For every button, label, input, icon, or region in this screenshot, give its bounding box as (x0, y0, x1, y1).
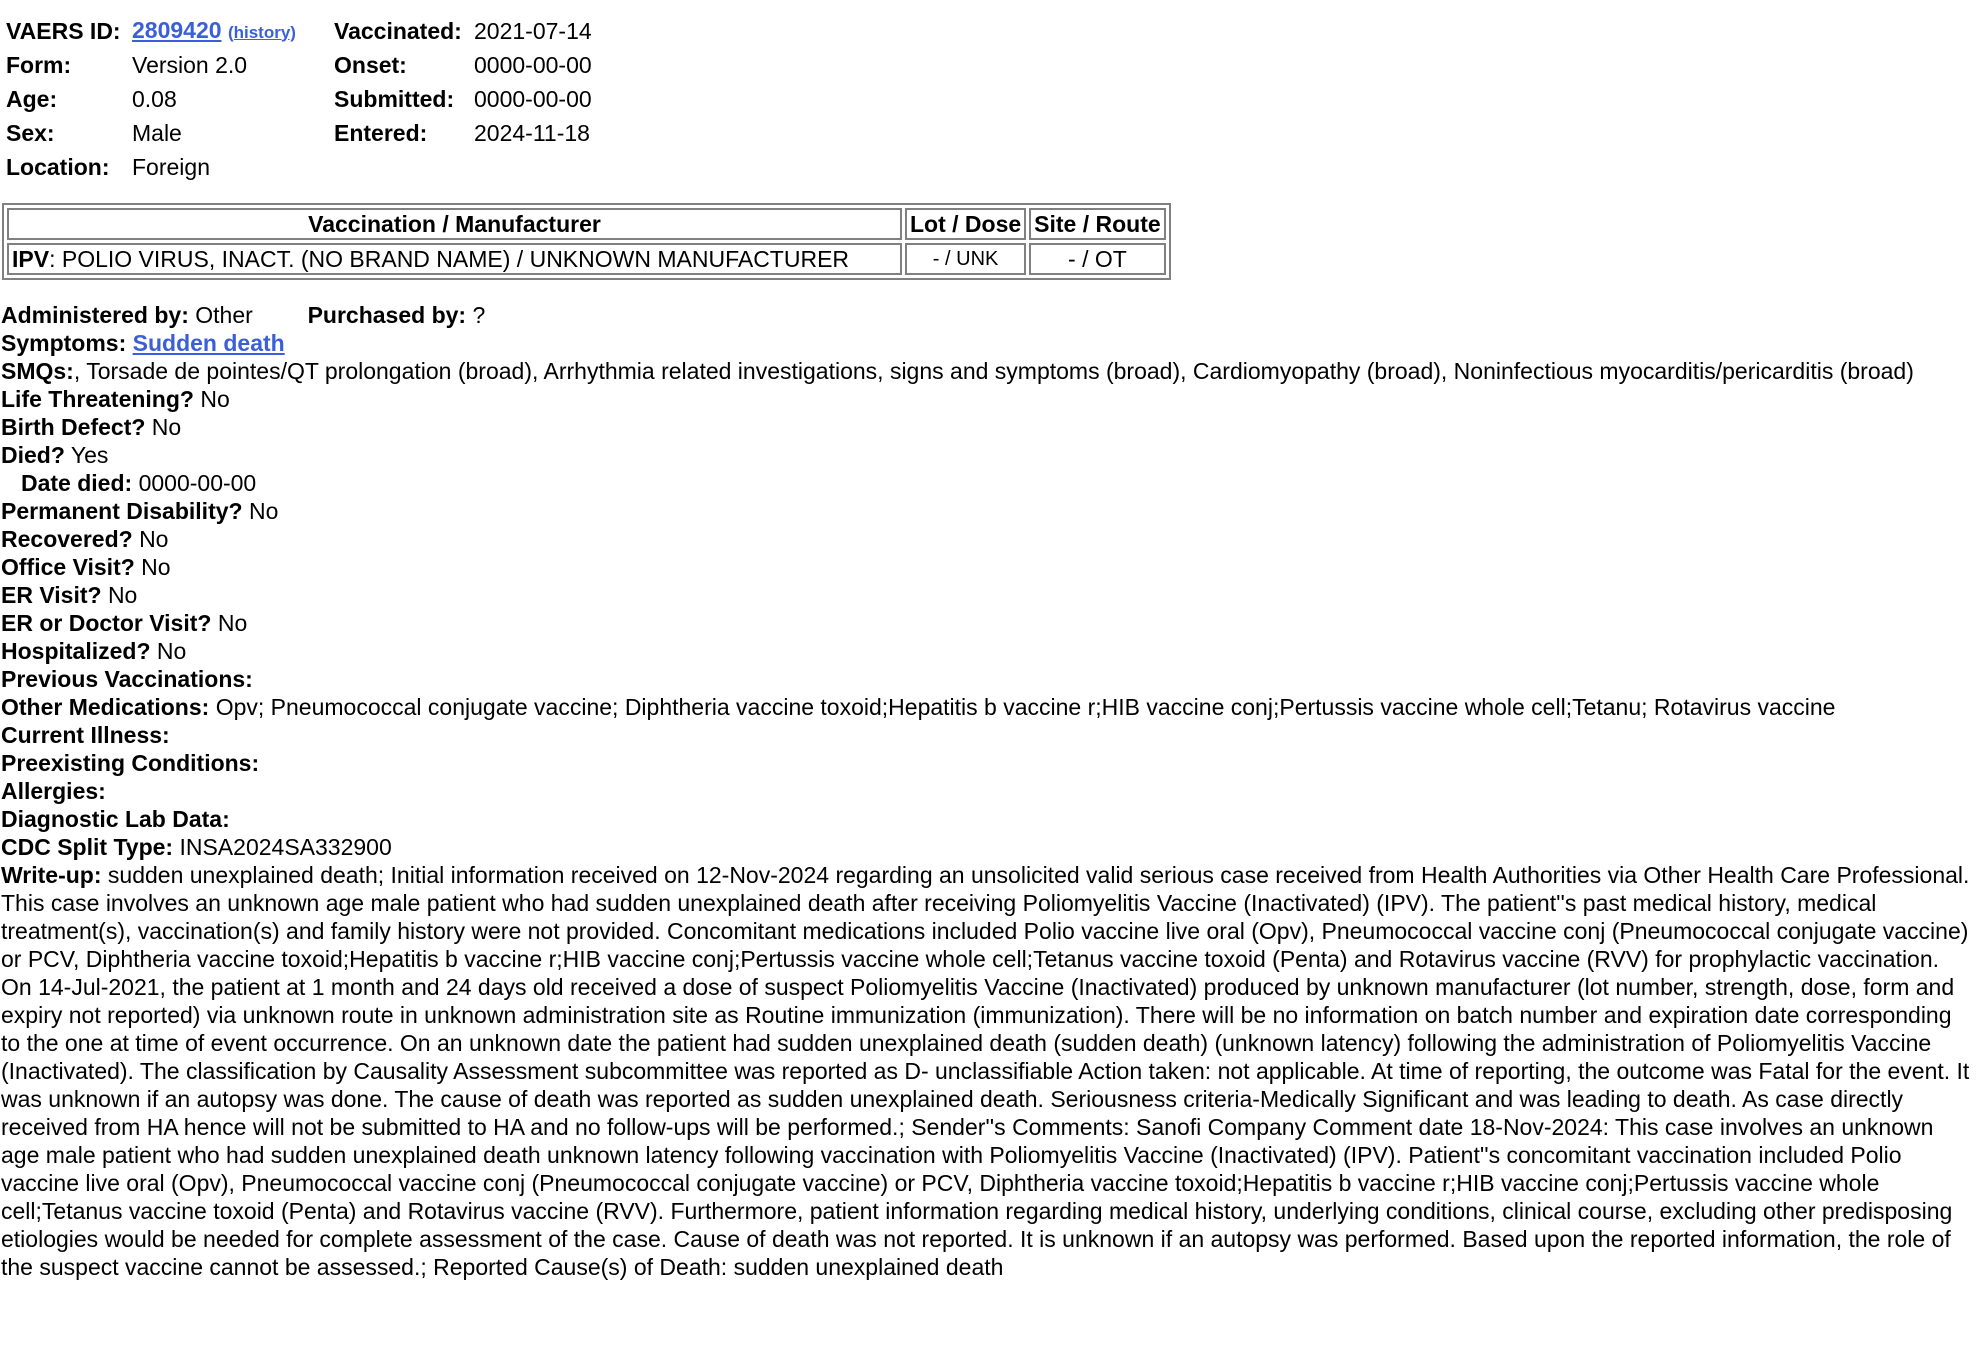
purchased-label: Purchased by: (307, 302, 467, 328)
er-visit-value: No (107, 582, 138, 608)
er-doctor-label: ER or Doctor Visit? (1, 610, 212, 636)
recovered-value: No (139, 526, 169, 552)
vaccine-cell (7, 243, 902, 275)
vaers-id-link[interactable]: 2809420 (132, 16, 222, 43)
vaccinated-label: Vaccinated: (334, 18, 462, 44)
office-visit-row (1, 553, 1971, 581)
other-medications-label: Other Medications: (1, 694, 210, 720)
column-header-vaccination: Vaccination / Manufacturer (7, 208, 902, 240)
vaers-id-cell (130, 14, 332, 48)
died-row (1, 441, 1971, 469)
administered-label: Administered by: (1, 302, 189, 328)
sex-value: Male (132, 120, 182, 146)
onset-value: 0000-00-00 (474, 52, 592, 78)
history-link[interactable]: (history) (227, 22, 296, 42)
column-header-site-route: Site / Route (1029, 208, 1166, 240)
writeup-text: sudden unexplained death; Initial information received on 12-Nov-2024 regarding an unsolicited valid serious case received from Health Authorities via Other Health Care Professional. This case involves an unknown age male patient who had sudden unexplained death after receiving Poliomyelitis Vaccine (Inactivated) (IPV). The patient''s past medical history, medical treatment(s), vaccination(s) and family history were not provided. Concomitant medications included Polio vaccine live oral (Opv), Pneumococcal vaccine conj (Pneumococcal conjugate vaccine) or PCV, Diphtheria vaccine toxoid;Hepatitis b vaccine r;HIB vaccine conj;Pertussis vaccine whole cell;Tetanus vaccine toxoid (Penta) and Rotavirus vaccine (RVV) for prophylactic vaccination. On 14-Jul-2021, the patient at 1 month and 24 days old received a dose of suspect Poliomyelitis Vaccine (Inactivated) produced by unknown manufacturer (lot number, strength, dose, form and expiry not reported) via unknown route in unknown administration site as Routine immunization (immunization). There will be no information on batch number and expiration date corresponding to the one at time of event occurrence. On an unknown date the patient had sudden unexplained death (sudden death) (unknown latency) following the administration of Poliomyelitis Vaccine (Inactivated). The classification by Causality Assessment subcommittee was reported as D- unclassifiable Action taken: not applicable. At time of reporting, the outcome was Fatal for the event. It was unknown if an autopsy was done. The cause of death was reported as sudden unexplained death. Seriousness criteria-Medically Significant and was leading to death. As case directly received from HA hence will not be submitted to HA and no follow-ups will be performed.; Sender''s Comments: Sanofi Company Comment date 18-Nov-2024: This case involves an unknown age male patient who had sudden unexplained death unknown latency following vaccination with Poliomyelitis Vaccine (Inactivated) (IPV). Patient''s concomitant vaccination included Polio vaccine live oral (Opv), Pneumococcal vaccine conj (Pneumococcal conjugate vaccine) or PCV, Diphtheria vaccine toxoid;Hepatitis b vaccine r;HIB vaccine conj;Pertussis vaccine whole cell;Tetanus vaccine toxoid (Penta) and Rotavirus vaccine (RVV). Furthermore, patient information regarding medical history, underlying conditions, clinical course, excluding other predisposing etiologies would be needed for complete assessment of the case. Cause of death was not reported. It is unknown if an autopsy was performed. Based upon the reported information, the role of the suspect vaccine cannot be assessed.; Reported Cause(s) of Death: sudden unexplained death (1, 862, 1970, 1280)
diagnostic-row (1, 805, 1971, 833)
location-value: Foreign (132, 154, 210, 180)
cdc-split-value: INSA2024SA332900 (179, 834, 392, 860)
location-label: Location: (6, 154, 110, 180)
current-illness-label: Current Illness: (1, 722, 170, 748)
office-visit-value: No (141, 554, 171, 580)
vaccination-table (2, 203, 1171, 280)
permanent-disability-label: Permanent Disability? (1, 498, 243, 524)
preexisting-label: Preexisting Conditions: (1, 750, 260, 776)
vaccinated-value: 2021-07-14 (474, 18, 592, 44)
age-label: Age: (6, 86, 58, 112)
sex-label: Sex: (6, 120, 55, 146)
lot-dose-cell: - / UNK (905, 243, 1026, 275)
current-illness-row (1, 721, 1971, 749)
form-label: Form: (6, 52, 72, 78)
other-medications-row (1, 693, 1971, 721)
died-label: Died? (1, 442, 65, 468)
writeup-row (1, 861, 1971, 1281)
preexisting-row (1, 749, 1971, 777)
date-died-row (1, 469, 1971, 497)
died-value: Yes (70, 442, 109, 468)
cdc-split-row (1, 833, 1971, 861)
smqs-row (1, 357, 1971, 385)
smqs-label: SMQs: (1, 358, 74, 384)
writeup-label: Write-up: (1, 862, 102, 888)
recovered-row (1, 525, 1971, 553)
symptom-link-sudden-death[interactable]: Sudden death (132, 330, 285, 356)
date-died-value: 0000-00-00 (138, 470, 257, 496)
smqs-value: , Torsade de pointes/QT prolongation (broad), Arrhythmia related investigations, signs and symptoms (broad), Cardiomyopathy (broad), Noninfectious myocarditis/pericarditis (broad) (73, 358, 1914, 384)
date-died-label: Date died: (21, 470, 133, 496)
previous-vaccinations-label: Previous Vaccinations: (1, 666, 253, 692)
er-visit-label: ER Visit? (1, 582, 102, 608)
er-doctor-row (1, 609, 1971, 637)
age-value: 0.08 (132, 86, 177, 112)
vaccine-description: : POLIO VIRUS, INACT. (NO BRAND NAME) / UNKNOWN MANUFACTURER (49, 246, 850, 272)
er-visit-row (1, 581, 1971, 609)
entered-value: 2024-11-18 (474, 120, 590, 146)
birth-defect-row (1, 413, 1971, 441)
recovered-label: Recovered? (1, 526, 133, 552)
report-header (4, 14, 594, 184)
permanent-disability-row (1, 497, 1971, 525)
administered-value: Other (195, 302, 253, 328)
purchased-value: ? (472, 302, 486, 328)
table-row (7, 243, 1166, 275)
allergies-row (1, 777, 1971, 805)
er-doctor-value: No (217, 610, 248, 636)
submitted-label: Submitted: (334, 86, 455, 112)
entered-label: Entered: (334, 120, 428, 146)
vaccination-table-header (7, 208, 1166, 240)
submitted-value: 0000-00-00 (474, 86, 592, 112)
birth-defect-value: No (151, 414, 182, 440)
permanent-disability-value: No (248, 498, 279, 524)
form-value: Version 2.0 (132, 52, 248, 78)
report-details (1, 301, 1971, 1281)
other-medications-value: Opv; Pneumococcal conjugate vaccine; Diphtheria vaccine toxoid;Hepatitis b vaccine r;HIB vaccine conj;Pertussis vaccine whole cell;Tetanu; Rotavirus vaccine (215, 694, 1836, 720)
site-route-cell: - / OT (1029, 243, 1166, 275)
hospitalized-label: Hospitalized? (1, 638, 151, 664)
cdc-split-label: CDC Split Type: (1, 834, 174, 860)
hospitalized-row (1, 637, 1971, 665)
symptoms-row (1, 329, 1971, 357)
column-header-lot-dose: Lot / Dose (905, 208, 1026, 240)
life-threatening-row (1, 385, 1971, 413)
administered-row (1, 301, 1971, 329)
birth-defect-label: Birth Defect? (1, 414, 146, 440)
symptoms-label: Symptoms: (1, 330, 127, 356)
life-threatening-value: No (200, 386, 230, 412)
diagnostic-label: Diagnostic Lab Data: (1, 806, 230, 832)
vaers-id-label: VAERS ID: (6, 18, 121, 44)
office-visit-label: Office Visit? (1, 554, 135, 580)
previous-vaccinations-row (1, 665, 1971, 693)
life-threatening-label: Life Threatening? (1, 386, 194, 412)
hospitalized-value: No (156, 638, 187, 664)
allergies-label: Allergies: (1, 778, 106, 804)
vaccine-code: IPV (12, 246, 50, 272)
onset-label: Onset: (334, 52, 407, 78)
